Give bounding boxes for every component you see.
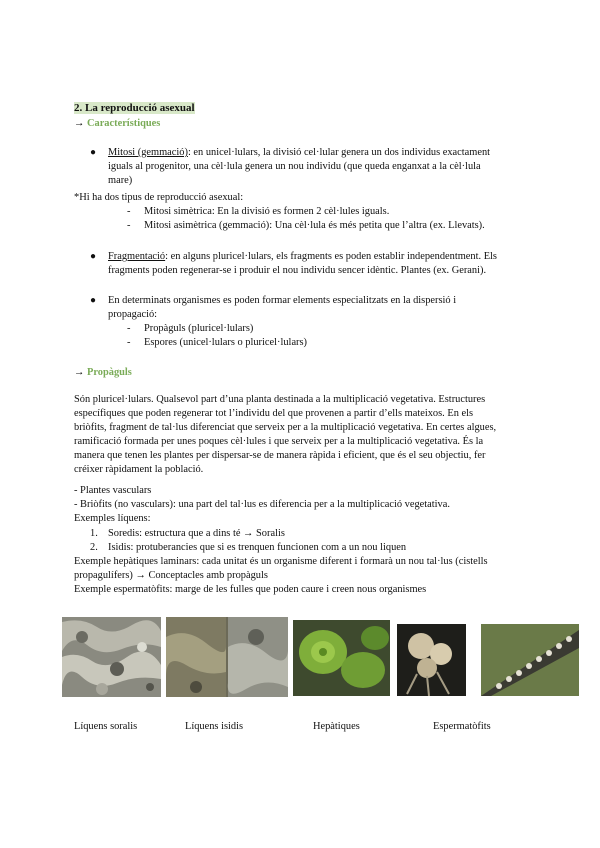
example-hepatiques-l2: propagulífers) → Conceptacles amb propàguls xyxy=(74,570,268,581)
bullet-fragmentacio: Fragmentació: en alguns pluricel·lulars, els fragments es poden establir independentment. Els fragments poden regenerar-se i produir el nou individu sencer idèntic. Plantes (ex. Gerani). xyxy=(108,251,497,276)
example-espermatofits: Exemple espermatòfits: marge de les fulles que poden caure i creen nous organismes xyxy=(74,584,427,595)
list-number: 2. xyxy=(90,542,98,553)
dash: - xyxy=(127,220,131,231)
dash: - xyxy=(127,323,131,334)
example-hepatiques-l1: Exemple hepàtiques laminars: cada unitat és un organisme diferent i formarà un nou tal·lus (cistells xyxy=(74,556,488,567)
caption-liquens-soralis: Líquens soralis xyxy=(74,721,138,732)
photo-liquens-isidis xyxy=(166,617,288,697)
caption-espermatofits: Espermatòfits xyxy=(433,721,491,732)
subtitle-caracteristiques: → Característiques xyxy=(74,118,161,129)
arrow-glyph: → xyxy=(74,118,85,129)
line-briofits: - Briòfits (no vasculars): una part del tal·lus es diferencia per a la multiplicació vegetativa. xyxy=(74,499,450,510)
bullet-especialitzats: En determinats organismes es poden formar elements especialitzats en la dispersió i propagació: xyxy=(108,295,457,320)
type-asymmetric: Mitosi asimètrica (gemmació): Una cèl·lula és més petita que l’altra (ex. Llevats). xyxy=(144,220,485,231)
line-exemples-liquens: Exemples líquens: xyxy=(74,513,151,524)
photo-hepatiques xyxy=(293,620,390,696)
subtitle-propaguls: → Propàguls xyxy=(74,367,132,378)
list-item-isidis: Isidis: protuberancies que si es trenquen funcionen com a un nou liquen xyxy=(108,542,407,553)
dash: - xyxy=(127,337,131,348)
photo-liquens-soralis xyxy=(62,617,161,697)
list-item-soredis: Soredis: estructura que a dins té → Soralis xyxy=(108,528,285,539)
caption-hepatiques: Hepàtiques xyxy=(313,721,360,732)
photo-espermatofits-leaf xyxy=(481,624,579,696)
term-mitosi: Mitosi (gemmació) xyxy=(108,147,188,158)
note-types: *Hi ha dos tipus de reproducció asexual: xyxy=(74,192,244,203)
bullet-mitosi: Mitosi (gemmació): en unicel·lulars, la divisió cel·lular genera un dos individus exactament iguals al progenitor, una cèl·lula genera un nou individu (que queda enganxat a la cèl·lula mare) xyxy=(108,147,491,186)
bullet-dot: ● xyxy=(90,251,97,262)
type-symmetric: Mitosi simètrica: En la divisió es formen 2 cèl·lules iguals. xyxy=(144,206,390,217)
term-fragmentacio: Fragmentació xyxy=(108,251,166,262)
bullet-dot: ● xyxy=(90,295,97,306)
photo-espermatofits-bulbils xyxy=(397,624,466,696)
item-espores: Espores (unicel·lulars o pluricel·lulars) xyxy=(144,337,308,348)
list-number: 1. xyxy=(90,528,98,539)
item-propaguls: Propàguls (pluricel·lulars) xyxy=(144,323,254,334)
dash: - xyxy=(127,206,131,217)
caption-liquens-isidis: Líquens isidis xyxy=(185,721,244,732)
section-title: 2. La reproducció asexual xyxy=(74,102,195,114)
bullet-dot: ● xyxy=(90,147,97,158)
line-plantes-vasculars: - Plantes vasculars xyxy=(74,485,152,496)
paragraph-propaguls: Són pluricel·lulars. Qualsevol part d’una planta destinada a la multiplicació vegetativa. Estructures específiques que poden regenerar tot l’individu del que provenen a partir d’ells mateixos. En els briòfits, fragment de tal·lus diferenciat que serveix per a la multiplicació vegetativa. En certes algues, ramificació formada per unes poques cèl·lules i que serveix per a la multiplicació vegetativa. És la manera que tenen les plantes per dispersar-se de manera ràpida i eficient, que és el seu objectiu, fer créixer ràpidament la població. xyxy=(74,394,497,475)
